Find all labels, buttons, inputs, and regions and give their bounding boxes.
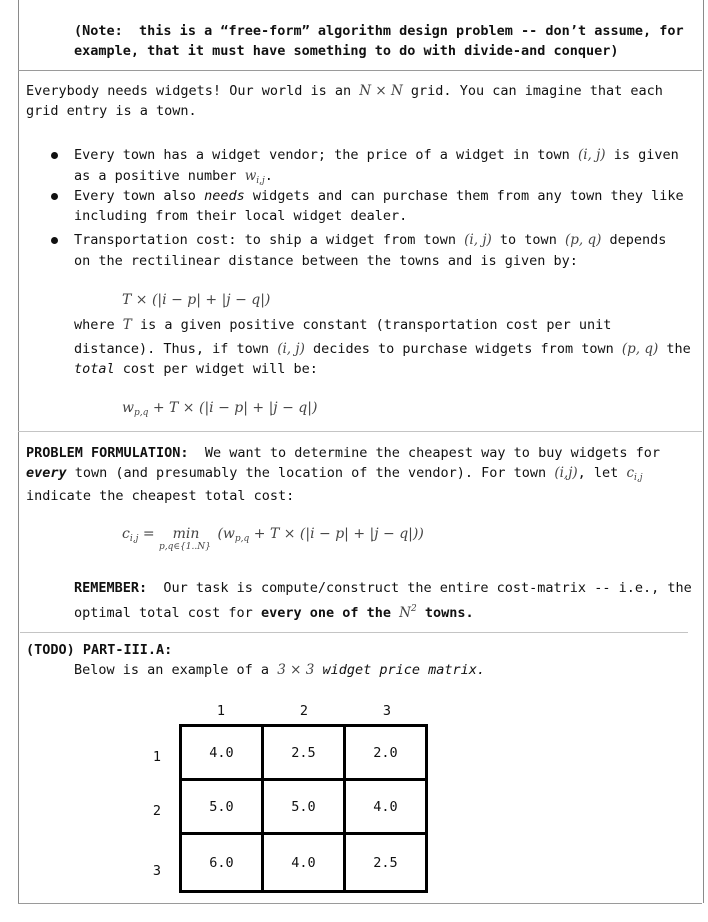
matrix-size-math: 3 × 3 <box>277 662 315 678</box>
bullet-text: is given <box>613 147 679 163</box>
matrix-cell: 2.5 <box>345 834 427 892</box>
problem-label: PROBLEM FORMULATION: <box>26 445 189 461</box>
min-subscript: p,q∈{1..N} <box>159 542 211 552</box>
where-line-1 <box>74 315 611 335</box>
problem-line-1 <box>26 443 660 463</box>
todo-line <box>74 660 485 680</box>
bullet-text: to town <box>499 232 557 248</box>
note-label: (Note: <box>74 23 123 39</box>
bullet-text: as a positive number <box>74 168 237 184</box>
column-header: 2 <box>299 703 309 719</box>
price-math <box>245 168 265 184</box>
price-subscript: i,j <box>256 176 265 186</box>
bullet-text: . <box>264 168 273 184</box>
w-symbol: w <box>122 400 134 416</box>
bullet-3-line-2: on the rectilinear distance between the towns and is given by: <box>74 253 578 269</box>
where-text: is a given positive constant (transportation cost per unit <box>139 317 612 333</box>
bullet-text: Transportation cost: to ship a widget from town <box>74 232 457 248</box>
where-text: where <box>74 317 115 333</box>
equals-sign: = <box>142 526 155 542</box>
min-word: min <box>172 526 200 542</box>
town-pq-math: (p, q) <box>621 341 659 357</box>
bullet-dot <box>51 193 58 200</box>
row-header: 1 <box>152 749 162 765</box>
t-symbol: T <box>122 317 132 333</box>
matrix-cell: 4.0 <box>181 726 263 780</box>
bullet-2-line-1 <box>74 186 684 206</box>
n-superscript: 2 <box>410 604 417 614</box>
bullet-text: Every town has a widget vendor; the price of a widget in town <box>74 147 570 163</box>
problem-text: We want to determine the cheapest way to buy widgets for <box>204 445 660 461</box>
intro-line-1 <box>26 81 663 101</box>
w-subscript: p,q <box>234 534 250 544</box>
column-header: 1 <box>216 703 226 719</box>
column-header: 3 <box>382 703 392 719</box>
divider <box>18 431 702 432</box>
c-symbol: c <box>122 526 130 542</box>
note-line-1 <box>74 21 684 41</box>
where-line-2 <box>74 339 691 359</box>
formula-rest: + T × (|i − p| + |j − q|) <box>152 400 318 416</box>
bullet-text: widgets and can purchase them from any town they like <box>252 188 684 204</box>
remember-line-2 <box>74 599 474 623</box>
n-symbol: N <box>399 605 411 621</box>
remember-text: Our task is compute/construct the entire cost-matrix -- i.e., the <box>163 580 692 596</box>
note-line-2: example, that it must have something to do with divide-and conquer) <box>74 43 619 59</box>
formula-body: (w <box>217 526 235 542</box>
town-ij-math: (i,j) <box>554 465 578 481</box>
transport-cost-formula: T × (|i − p| + |j − q|) <box>122 292 271 308</box>
bullet-3-line-1 <box>74 230 666 250</box>
matrix-cell: 5.0 <box>181 780 263 834</box>
problem-text: town (and presumably the location of the vendor). For town <box>74 465 547 481</box>
matrix-row <box>181 780 427 834</box>
matrix-cell: 2.0 <box>345 726 427 780</box>
bullet-dot <box>51 237 58 244</box>
min-cost-formula <box>122 524 424 552</box>
emphasis-total: total <box>74 361 115 377</box>
c-symbol: c <box>626 465 635 481</box>
bullet-text: Every town also <box>74 188 196 204</box>
min-operator <box>159 524 213 552</box>
divider <box>20 632 688 633</box>
cost-math <box>626 465 642 481</box>
problem-text: , let <box>577 465 619 481</box>
grid-size-math: N × N <box>359 83 403 99</box>
emphasis-needs: needs <box>204 188 245 204</box>
matrix-cell: 6.0 <box>181 834 263 892</box>
matrix-cell: 2.5 <box>263 726 345 780</box>
widget-price-matrix <box>179 724 428 893</box>
where-text: cost per widget will be: <box>122 361 318 377</box>
town-ij-math: (i, j) <box>577 147 606 163</box>
todo-title: (TODO) PART-III.A: <box>26 642 173 658</box>
matrix-cell: 5.0 <box>263 780 345 834</box>
emphasis-price-matrix: widget price matrix. <box>322 662 485 678</box>
note-text: this is a “free-form” algorithm design problem -- don’t assume, for <box>139 23 684 39</box>
town-ij-math: (i, j) <box>277 341 305 357</box>
matrix-row <box>181 834 427 892</box>
c-subscript: i,j <box>634 473 643 483</box>
remember-line-1 <box>74 578 692 598</box>
formula-rest: + T × (|i − p| + |j − q|)) <box>253 526 424 542</box>
remember-bold: every one of the <box>260 605 391 621</box>
matrix-cell: 4.0 <box>345 780 427 834</box>
remember-text: optimal total cost for <box>74 605 253 621</box>
row-header: 3 <box>152 863 162 879</box>
problem-line-3: indicate the cheapest total cost: <box>26 488 295 504</box>
n-squared-math <box>399 605 417 621</box>
bullet-dot <box>51 152 58 159</box>
where-text: distance). Thus, if town <box>74 341 270 357</box>
where-text: the <box>666 341 691 357</box>
bottom-border <box>18 903 702 904</box>
where-text: decides to purchase widgets from town <box>312 341 614 357</box>
bullet-1-line-1 <box>74 145 679 165</box>
per-widget-cost-formula <box>122 398 317 423</box>
where-line-3 <box>74 359 318 379</box>
divider <box>18 70 702 71</box>
price-symbol: w <box>244 168 257 184</box>
bullet-2-line-2: including from their local widget dealer. <box>74 208 408 224</box>
c-subscript: i,j <box>129 534 139 544</box>
intro-text: Everybody needs widgets! Our world is an <box>26 83 352 99</box>
bullet-text: depends <box>609 232 667 248</box>
matrix-cell: 4.0 <box>263 834 345 892</box>
problem-line-2 <box>26 463 643 488</box>
town-ij-math: (i, j) <box>464 232 492 248</box>
matrix-row <box>181 726 427 780</box>
todo-text: Below is an example of a <box>74 662 270 678</box>
remember-label: REMEMBER: <box>74 580 148 596</box>
w-subscript: p,q <box>133 408 149 418</box>
remember-bold: towns. <box>424 605 474 621</box>
town-pq-math: (p, q) <box>564 232 602 248</box>
row-header: 2 <box>152 803 162 819</box>
emphasis-every: every <box>26 465 67 481</box>
intro-text-b: grid. You can imagine that each <box>410 83 663 99</box>
intro-line-2: grid entry is a town. <box>26 103 197 119</box>
